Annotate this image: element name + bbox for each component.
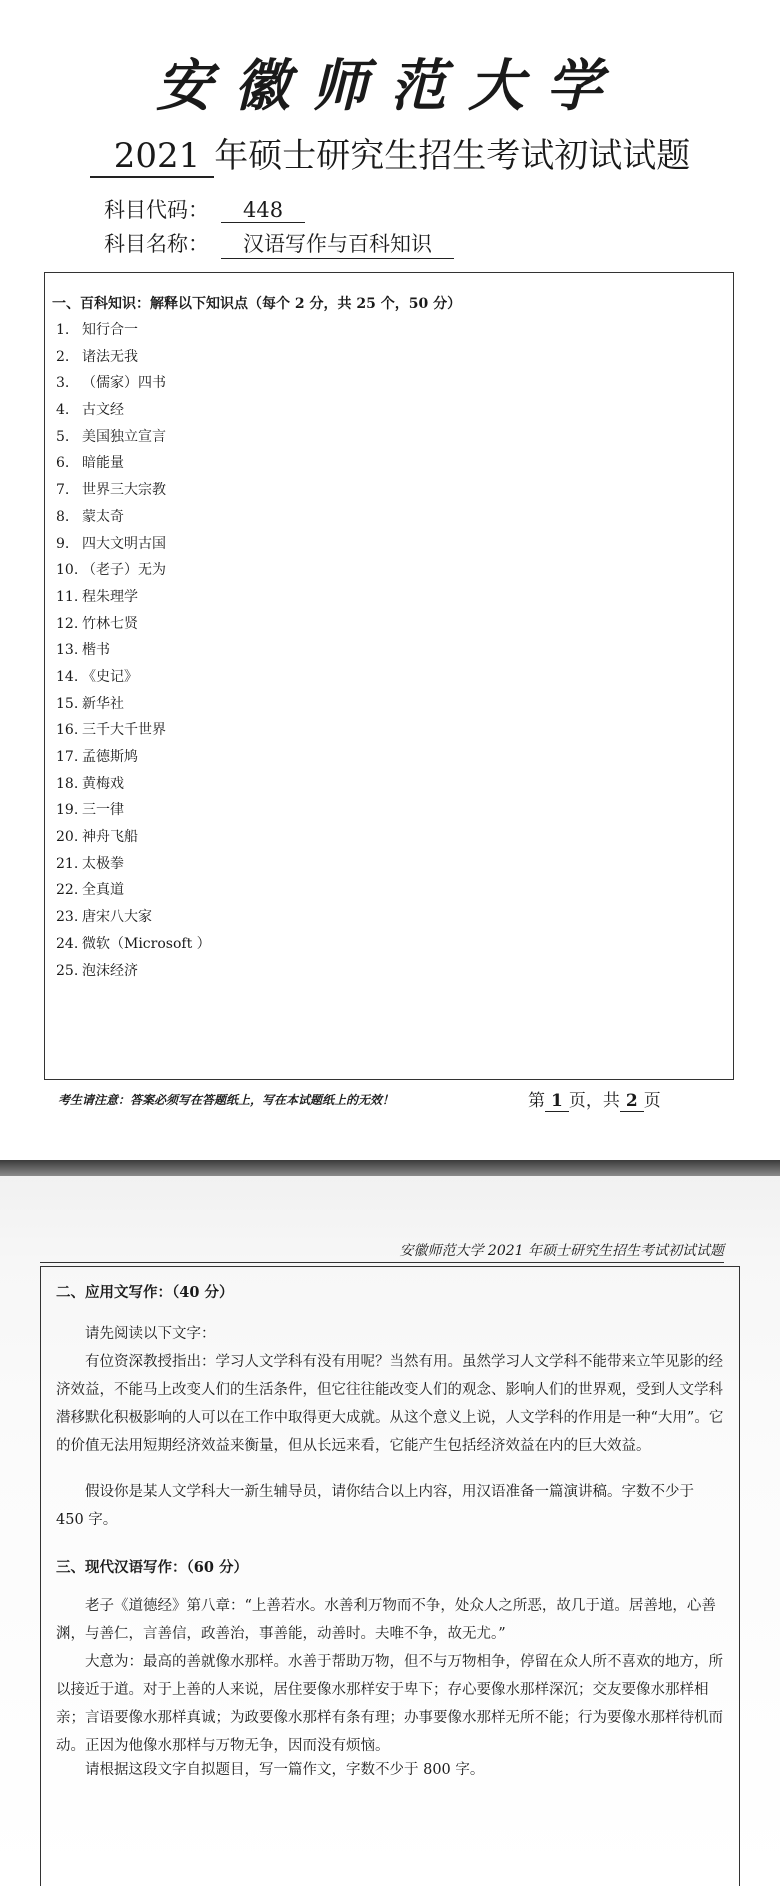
- laozi-quote: 老子《道德经》第八章：“上善若水。水善利万物而不争，处众人之所恶，故几于道。居善地，心善渊，与善仁，言善信，政善治，事善能，动善时。夫唯不争，故无尤。”: [56, 1598, 716, 1642]
- list-item: 6. 暗能量: [56, 455, 124, 472]
- list-item: 8. 蒙太奇: [56, 508, 124, 525]
- subject-name-row: [104, 228, 454, 259]
- list-item: 16. 三千大千世界: [56, 722, 166, 739]
- exam-year: 2021: [90, 136, 215, 178]
- list-item: 23. 唐宋八大家: [56, 909, 152, 926]
- page-2-header: 安徽师范大学 2021 年硕士研究生招生考试初试试题: [40, 1240, 724, 1263]
- section-1-heading: 一、百科知识：解释以下知识点（每个 2 分，共 25 个，50 分）: [52, 296, 462, 312]
- list-item: 13. 楷书: [56, 642, 110, 659]
- subject-code-label: 科目代码：: [104, 198, 209, 222]
- read-prompt: 请先阅读以下文字：: [85, 1326, 216, 1342]
- subject-name-value: 汉语写作与百科知识: [221, 228, 454, 259]
- list-item: 12. 竹林七贤: [56, 615, 138, 632]
- writing-task: 假设你是某人文学科大一新生辅导员，请你结合以上内容，用汉语准备一篇演讲稿。字数不少于 450 字。: [56, 1484, 694, 1528]
- list-item: 15. 新华社: [56, 695, 124, 712]
- exam-notice: 考生请注意：答案必须写在答题纸上，写在本试题纸上的无效！: [58, 1093, 395, 1107]
- list-item: 1. 知行合一: [56, 322, 138, 338]
- list-item: 4. 古文经: [56, 402, 124, 419]
- subject-name-label: 科目名称：: [104, 232, 209, 256]
- list-item: 9. 四大文明古国: [56, 535, 166, 552]
- university-calligraphy-title: 安徽师范大学: [156, 53, 624, 119]
- section-3-heading: 三、现代汉语写作：（60 分）: [56, 1559, 248, 1576]
- knowledge-item-list: [56, 320, 211, 987]
- list-item: 22. 全真道: [56, 882, 124, 899]
- section-2-heading: 二、应用文写作：（40 分）: [56, 1284, 234, 1301]
- list-item: 2. 诸法无我: [56, 348, 138, 365]
- list-item: 25. 泡沫经济: [56, 962, 138, 979]
- list-item: 14. 《史记》: [56, 668, 138, 685]
- exam-title: [0, 128, 780, 178]
- quote-meaning: 大意为：最高的善就像水那样。水善于帮助万物，但不与万物相争，停留在众人所不喜欢的地方，所以接近于道。对于上善的人来说，居住要像水那样安于卑下；存心要像水那样深沉；交友要像水那样相亲；言语要像水那样真诚；为政要像水那样有条有理；办事要像水那样无所不能；行为要像水那样待机而动。正因为他像水那样与万物无争，因而没有烦恼。: [56, 1654, 723, 1754]
- exam-title-text: 年硕士研究生招生考试初试试题: [214, 136, 691, 176]
- list-item: 24. 微软（Microsoft ）: [56, 935, 211, 952]
- page-number: 第 1 页，共 2 页: [528, 1091, 661, 1111]
- list-item: 5. 美国独立宣言: [56, 428, 166, 445]
- list-item: 17. 孟德斯鸠: [56, 749, 138, 765]
- list-item: 3. （儒家）四书: [56, 375, 166, 392]
- list-item: 10. （老子）无为: [56, 562, 166, 579]
- page-separator: [0, 1160, 780, 1176]
- list-item: 19. 三一律: [56, 802, 124, 819]
- list-item: 7. 世界三大宗教: [56, 482, 166, 499]
- list-item: 20. 神舟飞船: [56, 829, 138, 846]
- essay-task: 请根据这段文字自拟题目，写一篇作文，字数不少于 800 字。: [85, 1762, 485, 1778]
- list-item: 18. 黄梅戏: [56, 775, 124, 792]
- list-item: 21. 太极拳: [56, 855, 124, 872]
- subject-code-value: 448: [221, 198, 305, 223]
- list-item: 11. 程朱理学: [56, 588, 138, 605]
- subject-code-row: [104, 194, 305, 224]
- passage-text: 有位资深教授指出：学习人文学科有没有用呢？当然有用。虽然学习人文学科不能带来立竿见影的经济效益，不能马上改变人们的生活条件，但它往往能改变人们的观念、影响人们的世界观，受到人文学科潜移默化积极影响的人可以在工作中取得更大成就。从这个意义上说，人文学科的作用是一种“大用”。它的价值无法用短期经济效益来衡量，但从长远来看，它能产生包括经济效益在内的巨大效益。: [56, 1354, 724, 1454]
